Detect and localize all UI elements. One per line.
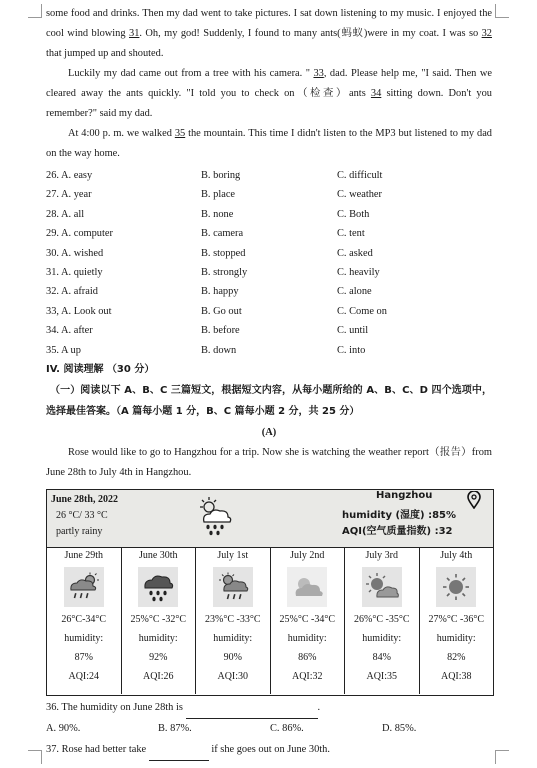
day-aqi: AQI:38 <box>440 670 472 682</box>
today-condition: partly rainy <box>56 525 103 537</box>
today-aqi: AQI(空气质量指数) :32 <box>342 525 453 537</box>
day-name: July 2nd <box>290 549 325 561</box>
weather-report <box>46 489 494 696</box>
day-name: July 1st <box>217 549 249 561</box>
day-humidity-value: 84% <box>372 651 391 663</box>
city-name: Hangzhou <box>376 489 433 501</box>
crop-mark-bottom-right <box>495 750 509 764</box>
question-37: 37. Rose had better take if she goes out on June 30th. <box>46 740 492 761</box>
question-36-options <box>46 719 492 739</box>
day-humidity-label: humidity: <box>287 632 327 644</box>
day-aqi: AQI:32 <box>291 670 323 682</box>
day-humidity-label: humidity: <box>436 632 476 644</box>
sunny-icon <box>436 567 476 607</box>
day-humidity-label: humidity: <box>64 632 104 644</box>
crop-mark-top-left <box>28 4 42 18</box>
option-row: 35. A up B. down C. into <box>46 344 366 356</box>
blank-32: 32 <box>481 28 492 39</box>
cloze-options <box>46 166 492 360</box>
passage-paragraph-3: At 4:00 p. m. we walked 35 the mountain. This time I didn't listen to the MP3 but listened to my dad on the way home. <box>46 128 492 159</box>
day-name: June 30th <box>138 549 178 561</box>
day-humidity-label: humidity: <box>138 632 178 644</box>
cloudy-sun-icon <box>287 567 327 607</box>
rain-sun-icon <box>64 567 104 607</box>
day-name: June 29th <box>64 549 104 561</box>
option-d[interactable]: D. 85%. <box>382 722 417 734</box>
option-row: 27. A. year B. place C. weather <box>46 189 383 201</box>
option-row: 29. A. computer B. camera C. tent <box>46 228 365 240</box>
day-humidity-value: 82% <box>447 651 466 663</box>
forecast-days <box>47 548 493 694</box>
option-row: 28. A. all B. none C. Both <box>46 208 370 220</box>
weather-today <box>47 490 493 548</box>
option-c[interactable]: C. 86%. <box>270 722 304 734</box>
day-humidity-value: 86% <box>298 651 317 663</box>
option-a[interactable]: A. 90%. <box>46 722 81 734</box>
day-aqi: AQI:35 <box>366 670 398 682</box>
day-aqi: AQI:26 <box>142 670 174 682</box>
exam-page <box>46 0 492 761</box>
day-temp: 23%°C -33°C <box>205 613 261 625</box>
answer-blank-36[interactable] <box>186 698 318 719</box>
forecast-day <box>345 548 420 694</box>
day-humidity-value: 92% <box>149 651 168 663</box>
question-36: 36. The humidity on June 28th is . <box>46 698 492 719</box>
day-humidity-value: 90% <box>223 651 242 663</box>
day-temp: 25%°C -34°C <box>279 613 335 625</box>
section-heading: IV. 阅读理解 （30 分） <box>46 363 155 375</box>
heavy-rain-icon <box>138 567 178 607</box>
answer-blank-37[interactable] <box>149 740 209 761</box>
forecast-day <box>47 548 122 694</box>
reading-intro: Rose would like to go to Hangzhou for a trip. Now she is watching the weather report（报告）from June 28th to July 4th in Hangzhou. <box>46 446 492 478</box>
crop-mark-bottom-left <box>28 750 42 764</box>
day-name: July 4th <box>440 549 473 561</box>
section-instructions: （一）阅读以下 A、B、C 三篇短文，根据短文内容，从每小题所给的 A、B、C、D 四个选项中，选择最佳答案。（A 篇每小题 1 分，B、C 篇每小题 2 分，共 25 分） <box>46 384 492 417</box>
option-row: 34. A. after B. before C. until <box>46 325 369 337</box>
option-row: 26. A. easy B. boring C. difficult <box>46 170 383 181</box>
partly-rainy-icon <box>196 496 234 539</box>
option-row: 32. A. afraid B. happy C. alone <box>46 286 372 298</box>
today-temp: 26 °C/ 33 °C <box>56 509 108 521</box>
option-row: 33, A. Look out B. Go out C. Come on <box>46 305 387 317</box>
forecast-day <box>420 548 494 694</box>
location-pin-icon <box>467 491 481 512</box>
option-b[interactable]: B. 87%. <box>158 722 192 734</box>
day-temp: 26°C-34°C <box>61 613 107 625</box>
option-row: 30. A. wished B. stopped C. asked <box>46 247 373 259</box>
day-temp: 27%°C -36°C <box>428 613 484 625</box>
rain-sun-icon <box>213 567 253 607</box>
day-humidity-label: humidity: <box>213 632 253 644</box>
today-humidity: humidity (湿度) :85% <box>342 509 457 521</box>
blank-35: 35 <box>174 128 186 139</box>
day-aqi: AQI:24 <box>68 670 100 682</box>
forecast-day <box>122 548 197 694</box>
forecast-day <box>196 548 271 694</box>
passage-paragraph-1: some food and drinks. Then my dad went to take pictures. I sat down listening to my music. I enjoyed the cool wind blowing 31. Oh, my god! Suddenly, I found to many ants(蚂蚁)were in my coat. I was so 32 that jumped up and shouted. <box>46 8 492 59</box>
passage-paragraph-2: Luckily my dad came out from a tree with his camera. " 33, dad. Please help me, "I said. Then we cleared away the ants quickly. "I told you to check on（检查）ants 34 sitting down. Don't you remember?" said my dad. <box>46 68 492 119</box>
blank-34: 34 <box>370 88 382 99</box>
crop-mark-top-right <box>495 4 509 18</box>
day-humidity-value: 87% <box>74 651 93 663</box>
day-aqi: AQI:30 <box>217 670 249 682</box>
day-name: July 3rd <box>365 549 398 561</box>
part-a-heading: (A) <box>261 426 277 438</box>
blank-33: 33 <box>313 68 324 79</box>
day-temp: 25%°C -32°C <box>130 613 186 625</box>
today-date: June 28th, 2022 <box>51 493 118 505</box>
forecast-day <box>271 548 346 694</box>
blank-31: 31 <box>129 28 140 39</box>
day-temp: 26%°C -35°C <box>354 613 410 625</box>
day-humidity-label: humidity: <box>362 632 402 644</box>
option-row: 31. A. quietly B. strongly C. heavily <box>46 266 380 278</box>
partly-sunny-icon <box>362 567 402 607</box>
